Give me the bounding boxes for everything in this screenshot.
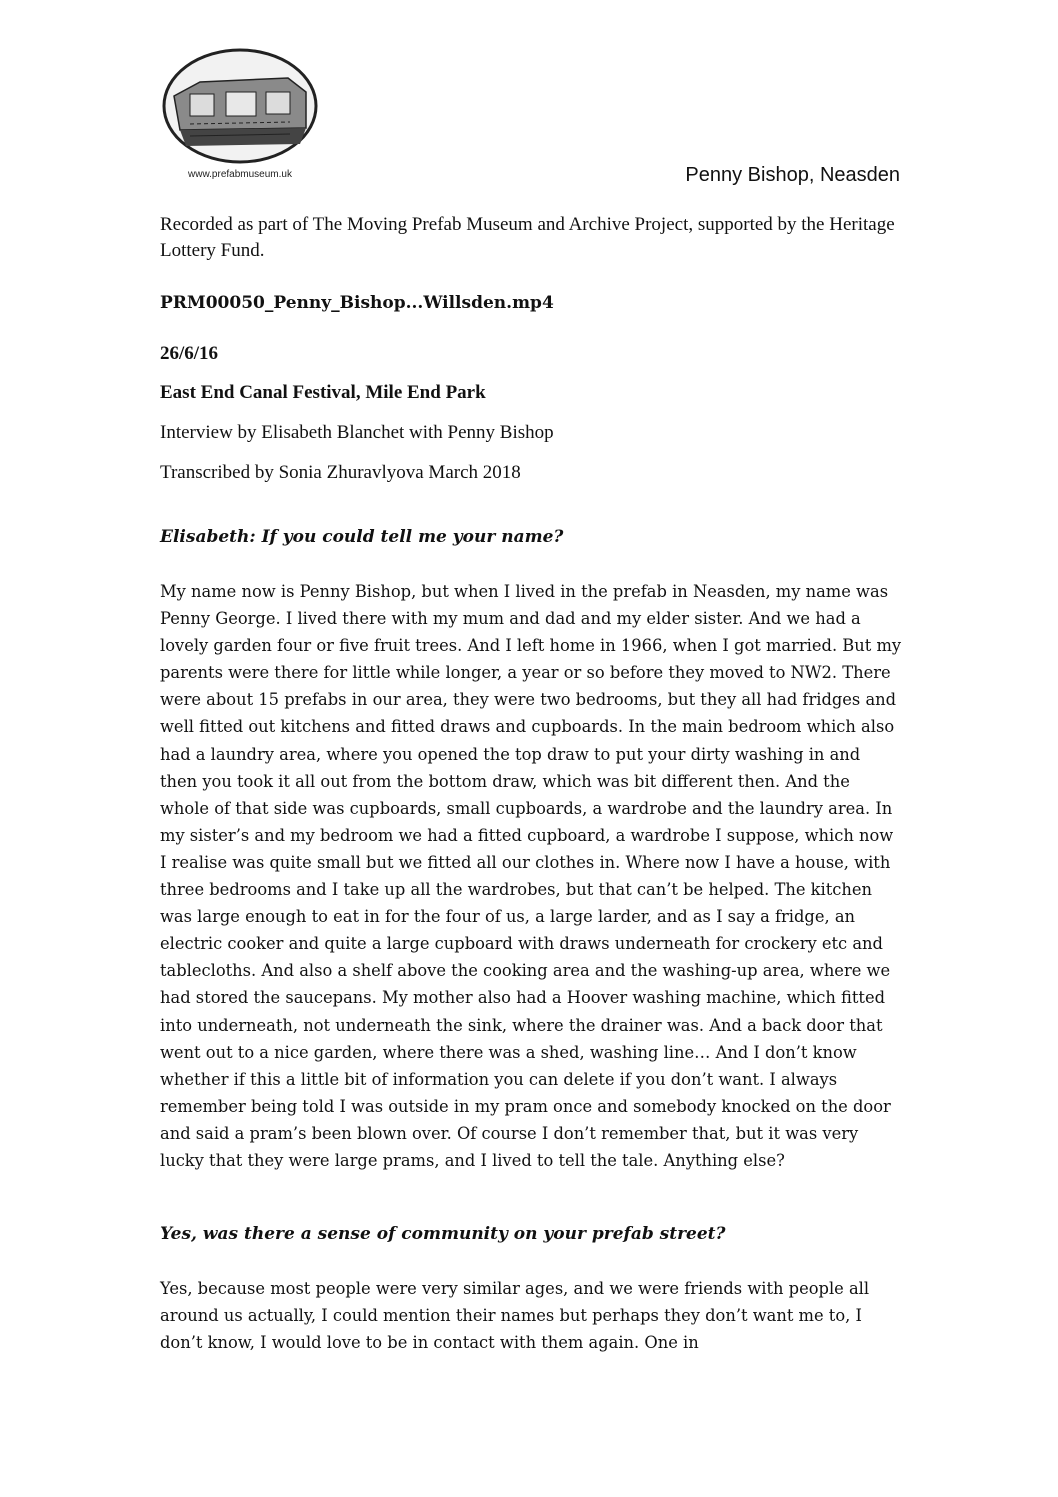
- question-heading: Yes, was there a sense of community on your prefab street?: [160, 1224, 726, 1244]
- answer-paragraph: My name now is Penny Bishop, but when I lived in the prefab in Neasden, my name was Penny George. I lived there with my mum and dad and my elder sister. And we had a lovely garden four or five fruit trees. And I left home in 1966, when I got married. But my parents were there for little while longer, a year or so before they moved to NW2. There were about 15 prefabs in our area, they were two bedrooms, but they all had fridges and well fitted out kitchens and fitted draws and cupboards. In the main bedroom which also had a laundry area, where you opened the top draw to put your dirty washing in and then you took it all out from the bottom draw, which was bit different then. And the whole of that side was cupboards, small cupboards, a wardrobe and the laundry area. In my sister’s and my bedroom we had a fitted cupboard, a wardrobe I suppose, which now I realise was quite small but we fitted all our clothes in. Where now I have a house, with three bedrooms and I take up all the wardrobes, but that can’t be helped. The kitchen was large enough to eat in for the four of us, a large larder, and as I say a fridge, an electric cooker and quite a large cupboard with draws underneath for crockery etc and tablecloths. And also a shelf above the cooking area and the washing-up area, where we had stored the saucepans. My mother also had a Hoover washing machine, which fitted into underneath, not underneath the sink, where the drainer was. And a back door that went out to a nice garden, where there was a shed, washing line… And I don’t know whether if this a little bit of information you can delete if you don’t want. I always remember being told I was outside in my pram once and somebody knocked on the door and said a pram’s been blown over. Of course I don’t remember that, but it was very lucky that they were large prams, and I lived to tell the tale. Anything else?: [160, 582, 902, 1170]
- recording-location: East End Canal Festival, Mile End Park: [160, 382, 486, 403]
- prefab-museum-logo: [160, 44, 320, 184]
- interviewee-header: Penny Bishop, Neasden: [685, 164, 900, 186]
- intro-text: Recorded as part of The Moving Prefab Museum and Archive Project, supported by the Heritage Lottery Fund.: [160, 214, 895, 261]
- answer-paragraph: Yes, because most people were very similar ages, and we were friends with people all around us actually, I could mention their names but perhaps they don’t want me to, I don’t know, I would love to be in contact with them again. One in: [160, 1279, 870, 1353]
- recording-filename: PRM00050_Penny_Bishop...Willsden.mp4: [160, 293, 554, 313]
- question-heading: Elisabeth: If you could tell me your name?: [160, 527, 564, 547]
- transcriber-credit: Transcribed by Sonia Zhuravlyova March 2018: [160, 462, 521, 483]
- logo-url: www.prefabmuseum.uk: [188, 169, 292, 180]
- recording-date: 26/6/16: [160, 343, 219, 364]
- interviewer-credit: Interview by Elisabeth Blanchet with Penny Bishop: [160, 422, 554, 443]
- prefab-illustration: [160, 44, 320, 166]
